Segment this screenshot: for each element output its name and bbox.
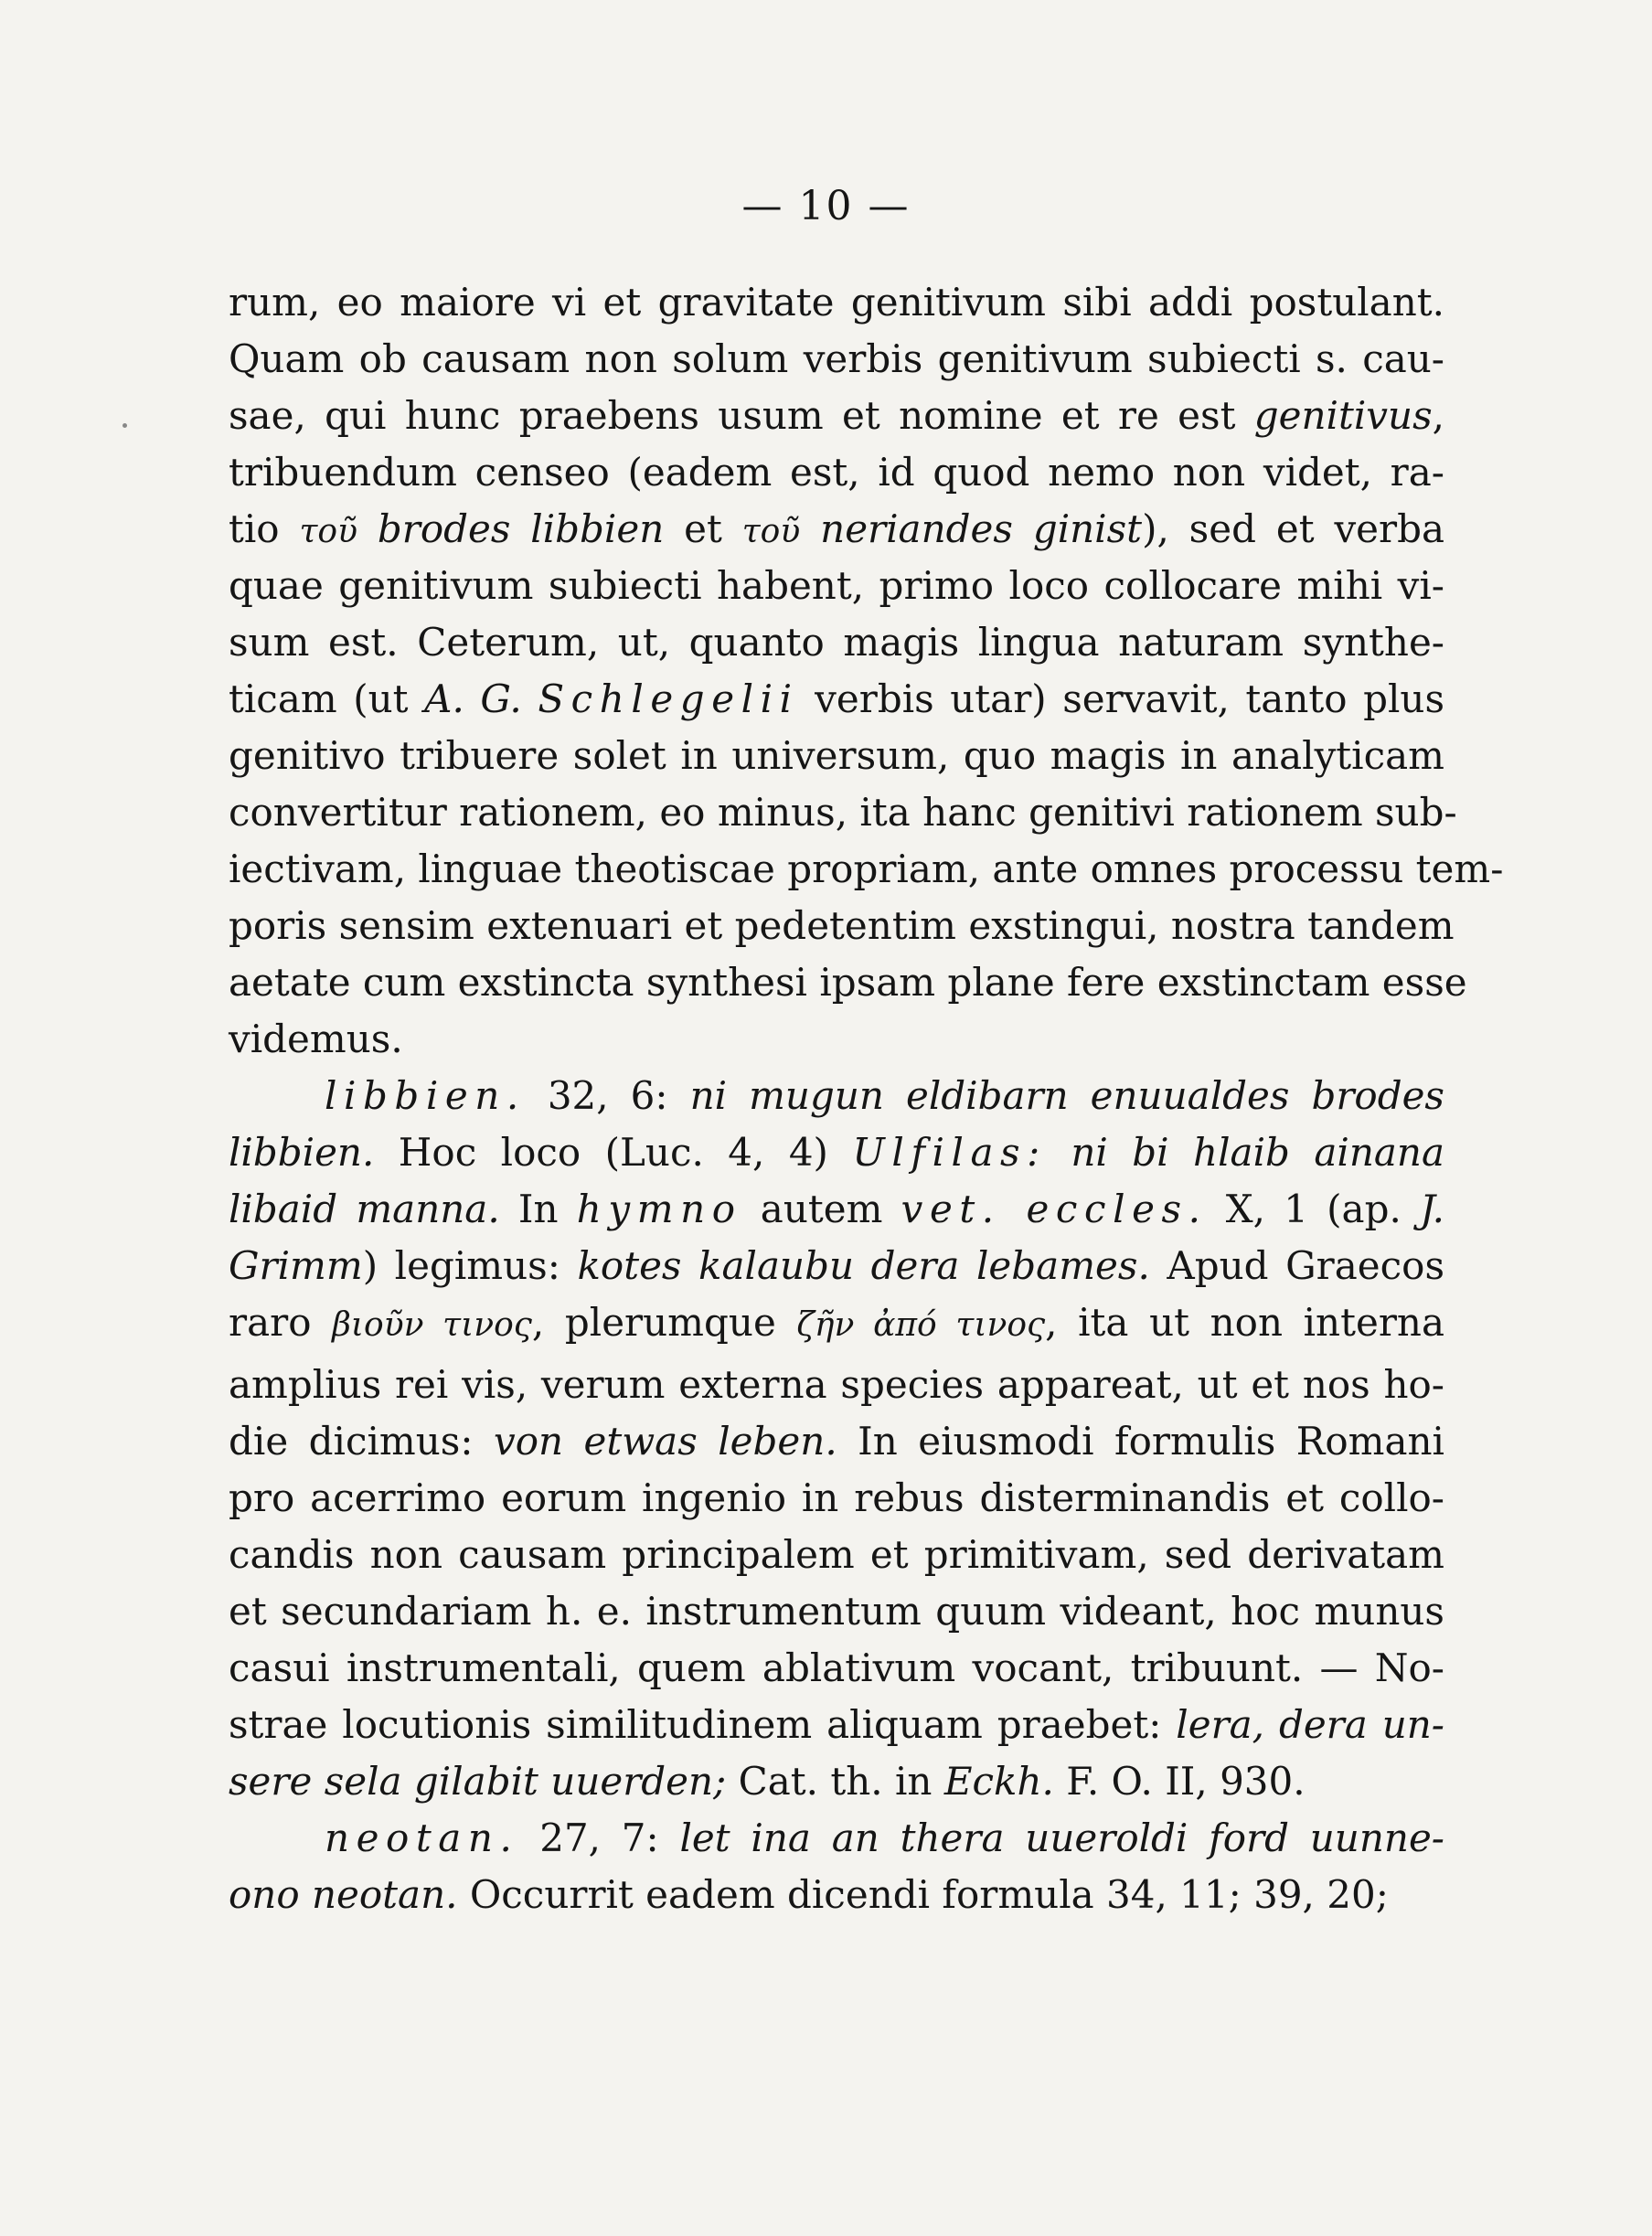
text-run: J. [1420, 1187, 1444, 1231]
text-run: Occurrit eadem dicendi formula 34, 11; 39, 20; [457, 1872, 1389, 1917]
text-run: Cat. th. in [726, 1759, 944, 1804]
text-line [229, 388, 1444, 444]
text-run: autem [741, 1187, 901, 1231]
text-run: ni bi hlaib ainana [1071, 1130, 1444, 1175]
text-run: 27, 7: [518, 1815, 680, 1860]
text-line [229, 1011, 1444, 1068]
text-run: ζῆν ἀπό τινος [796, 1306, 1046, 1344]
text-run: τοῦ [741, 513, 801, 550]
text-run [357, 506, 378, 551]
text-run: X, 1 (ap. [1207, 1187, 1421, 1231]
text-line [229, 1697, 1444, 1753]
text-line [229, 841, 1504, 898]
text-run: libbien. [229, 1130, 375, 1175]
text-run: poris sensim extenuari et pedetentim exstingui, nostra tandem [229, 903, 1455, 948]
text-line [229, 331, 1444, 388]
text-line [229, 1527, 1444, 1583]
text-line [229, 728, 1444, 784]
text-run: ticam (ut [229, 676, 425, 721]
text-run: Quam ob causam non solum verbis genitivum subiecti s. cau- [229, 336, 1444, 381]
text-line [229, 1181, 1444, 1238]
text-run: pro acerrimo eorum ingenio in rebus disterminandis et collo- [229, 1475, 1444, 1520]
text-run: ono neotan. [229, 1872, 458, 1917]
text-line [229, 1753, 1444, 1810]
text-run: aetate cum exstincta synthesi ipsam plane fere exstinctam esse [229, 960, 1467, 1005]
text-line [229, 1810, 1444, 1867]
text-run: Ulfilas: [852, 1130, 1047, 1175]
text-line [229, 954, 1467, 1011]
text-line [229, 1357, 1444, 1413]
text-line [229, 1294, 1444, 1357]
text-line [229, 1413, 1444, 1470]
text-run: , ita ut non interna [1045, 1300, 1444, 1345]
text-run: A. G. [424, 676, 522, 721]
page-text [229, 274, 1504, 1923]
text-run: hymno [576, 1187, 742, 1231]
text-run: In [499, 1187, 577, 1231]
text-line [229, 274, 1444, 331]
text-line [229, 558, 1444, 614]
text-run: von etwas leben. [493, 1419, 837, 1464]
text-line [229, 898, 1455, 954]
text-run: neriandes ginist [820, 506, 1143, 551]
text-line [229, 784, 1457, 841]
text-run: Schlegelii [538, 676, 799, 721]
text-run: strae locutionis similitudinem aliquam praebet: [229, 1702, 1177, 1747]
text-run: Grimm [229, 1243, 363, 1288]
text-run: Apud Graecos [1149, 1243, 1444, 1288]
text-run: sum est. Ceterum, ut, quanto magis lingua naturam synthe- [229, 620, 1444, 665]
text-run: libbien. [325, 1073, 526, 1118]
text-run: let ina an thera uueroldi ford uunne- [679, 1815, 1444, 1860]
text-run: convertitur rationem, eo minus, ita hanc genitivi rationem sub- [229, 790, 1457, 835]
text-run: quae genitivum subiecti habent, primo loco collocare mihi vi- [229, 563, 1444, 608]
text-run: amplius rei vis, verum externa species appareat, ut et nos ho- [229, 1362, 1444, 1407]
text-run: iectivam, linguae theotiscae propriam, ante omnes processu tem- [229, 846, 1504, 891]
text-line [229, 671, 1444, 728]
text-run: rum, eo maiore vi et gravitate genitivum sibi addi postulant. [229, 280, 1444, 325]
page-number: — 10 — [741, 183, 911, 229]
text-run: In eiusmodi formulis Romani [837, 1419, 1444, 1464]
text-run: sae, qui hunc praebens usum et nomine et re est [229, 393, 1254, 438]
text-run [522, 676, 538, 721]
text-run: ni mugun eldibarn enuualdes brodes [689, 1073, 1444, 1118]
text-run: sere sela gilabit uuerden; [229, 1759, 727, 1804]
text-line [229, 1238, 1444, 1294]
text-run: kotes kalaubu dera lebames. [577, 1243, 1150, 1288]
text-run: die dicimus: [229, 1419, 494, 1464]
text-run: genitivo tribuere solet in universum, quo magis in analyticam [229, 733, 1444, 778]
text-run: , [1432, 393, 1444, 438]
text-run: et [664, 506, 742, 551]
text-run: et secundariam h. e. instrumentum quum videant, hoc munus [229, 1589, 1444, 1634]
text-run: tribuendum censeo (eadem est, id quod nemo non videt, ra- [229, 450, 1444, 495]
text-run: verbis utar) servavit, tanto plus [798, 676, 1445, 721]
text-line [229, 1068, 1444, 1124]
paper-speck [123, 423, 127, 428]
text-run [1047, 1130, 1071, 1175]
text-run: tio [229, 506, 300, 551]
text-line [229, 444, 1444, 501]
text-run: neotan. [325, 1815, 519, 1860]
text-run: lera, dera un- [1176, 1702, 1444, 1747]
text-line [229, 501, 1444, 558]
text-run [800, 506, 820, 551]
text-run: βιοῦν τινος [332, 1306, 532, 1344]
text-run: ) legimus: [362, 1243, 578, 1288]
text-run: brodes libbien [377, 506, 665, 551]
text-run: Hoc loco (Luc. 4, 4) [374, 1130, 853, 1175]
text-run: ), sed et verba [1142, 506, 1445, 551]
text-run: τοῦ [299, 513, 357, 550]
text-run: genitivus [1253, 393, 1433, 438]
text-run: , plerumque [531, 1300, 797, 1345]
text-run: raro [229, 1300, 333, 1345]
text-line [229, 1583, 1444, 1640]
text-run: candis non causam principalem et primitivam, sed derivatam [229, 1532, 1444, 1577]
text-run: libaid manna. [229, 1187, 500, 1231]
text-run: F. O. II, 930. [1053, 1759, 1306, 1804]
text-run: Eckh. [943, 1759, 1054, 1804]
text-line [229, 1470, 1444, 1527]
text-run: 32, 6: [525, 1073, 690, 1118]
text-line [229, 1867, 1444, 1923]
text-line [229, 1640, 1444, 1697]
text-line [229, 1124, 1444, 1181]
text-line [229, 614, 1444, 671]
text-run: casui instrumentali, quem ablativum vocant, tribuunt. — No- [229, 1645, 1444, 1690]
text-run: vet. eccles. [901, 1187, 1208, 1231]
text-run: videmus. [229, 1017, 403, 1061]
